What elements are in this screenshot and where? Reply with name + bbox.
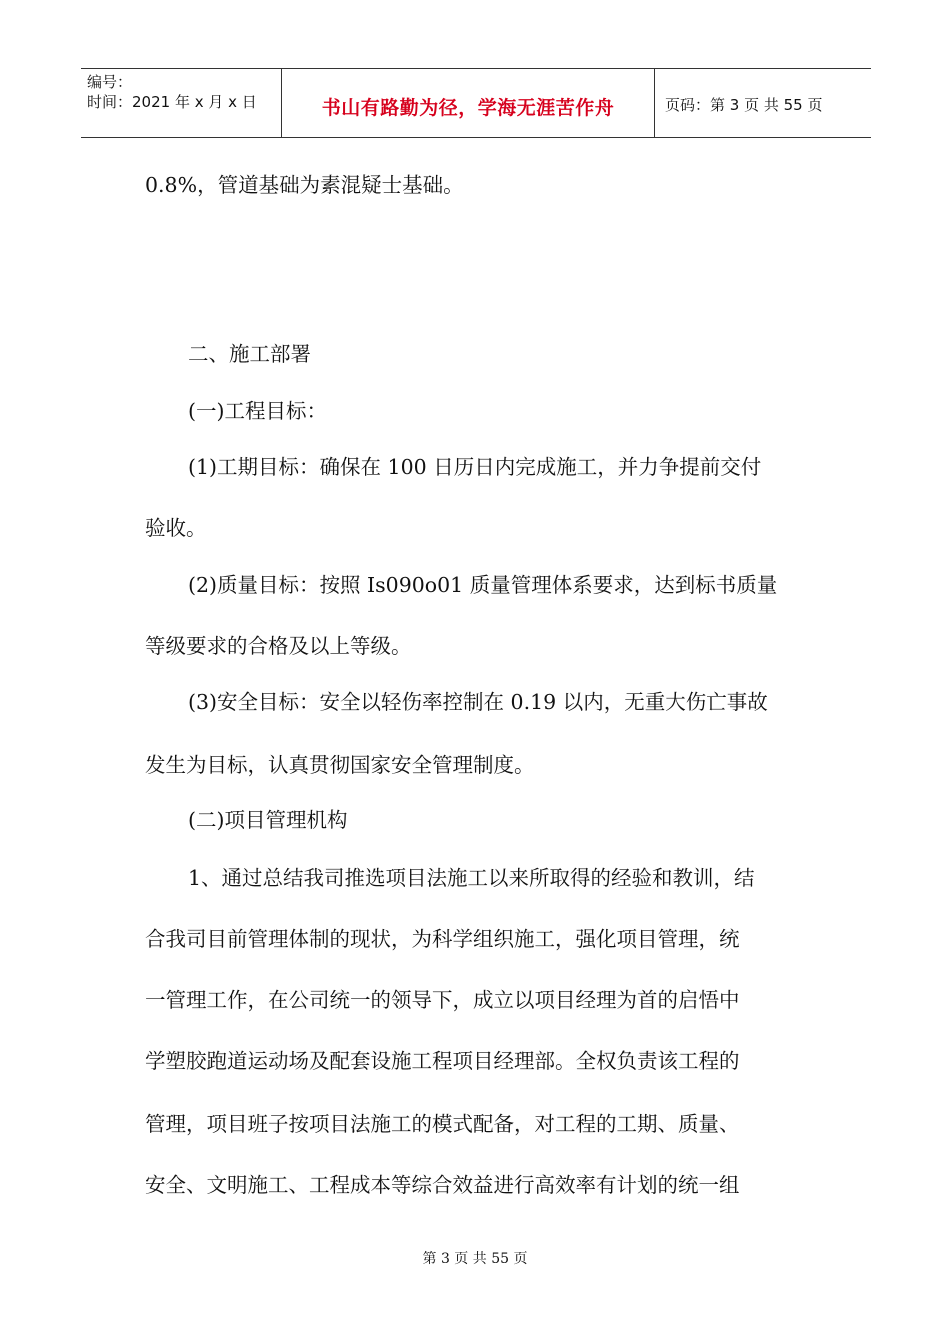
paragraph-line: 0.8%，管道基础为素混疑士基础。 <box>145 173 464 197</box>
paragraph-line: 验收。 <box>145 516 207 540</box>
header-motto: 书山有路勤为径，学海无涯苦作舟 <box>321 97 615 119</box>
section-heading: 二、施工部署 <box>188 342 311 366</box>
paragraph-line: 管理，项目班子按项目法施工的模式配备，对工程的工期、质量、 <box>145 1112 740 1136</box>
subsection-heading: (一)工程目标： <box>188 399 327 423</box>
paragraph-line: 1、通过总结我司推选项目法施工以来所取得的经验和教训，结 <box>188 866 755 890</box>
header-meta-cell <box>81 69 282 137</box>
paragraph-line: (1)工期目标：确保在 100 日历日内完成施工，并力争提前交付 <box>188 455 762 479</box>
header-motto-cell <box>282 69 655 137</box>
paragraph-line: (2)质量目标：按照 Is090o01 质量管理体系要求，达到标书质量 <box>188 573 778 597</box>
paragraph-line: 安全、文明施工、工程成本等综合效益进行高效率有计划的统一组 <box>145 1173 740 1197</box>
paragraph-line: 学塑胶跑道运动场及配套设施工程项目经理部。全权负责该工程的 <box>145 1049 740 1073</box>
subsection-heading: (二)项目管理机构 <box>188 808 348 832</box>
page-footer: 第 3 页 共 55 页 <box>422 1251 528 1267</box>
header-page-cell <box>655 69 871 137</box>
paragraph-line: 等级要求的合格及以上等级。 <box>145 634 412 658</box>
paragraph-line: (3)安全目标：安全以轻伤率控制在 0.19 以内，无重大伤亡事故 <box>188 690 768 714</box>
page-header <box>81 68 871 138</box>
header-page-info: 页码：第 3 页 共 55 页 <box>665 96 823 114</box>
paragraph-line: 合我司目前管理体制的现状，为科学组织施工，强化项目管理，统 <box>145 927 740 951</box>
document-number-label: 编号： <box>87 73 133 91</box>
paragraph-line: 一管理工作，在公司统一的领导下，成立以项目经理为首的启悟中 <box>145 988 740 1012</box>
document-date-label: 时间：2021 年 x 月 x 日 <box>87 93 257 111</box>
paragraph-line: 发生为目标，认真贯彻国家安全管理制度。 <box>145 753 535 777</box>
